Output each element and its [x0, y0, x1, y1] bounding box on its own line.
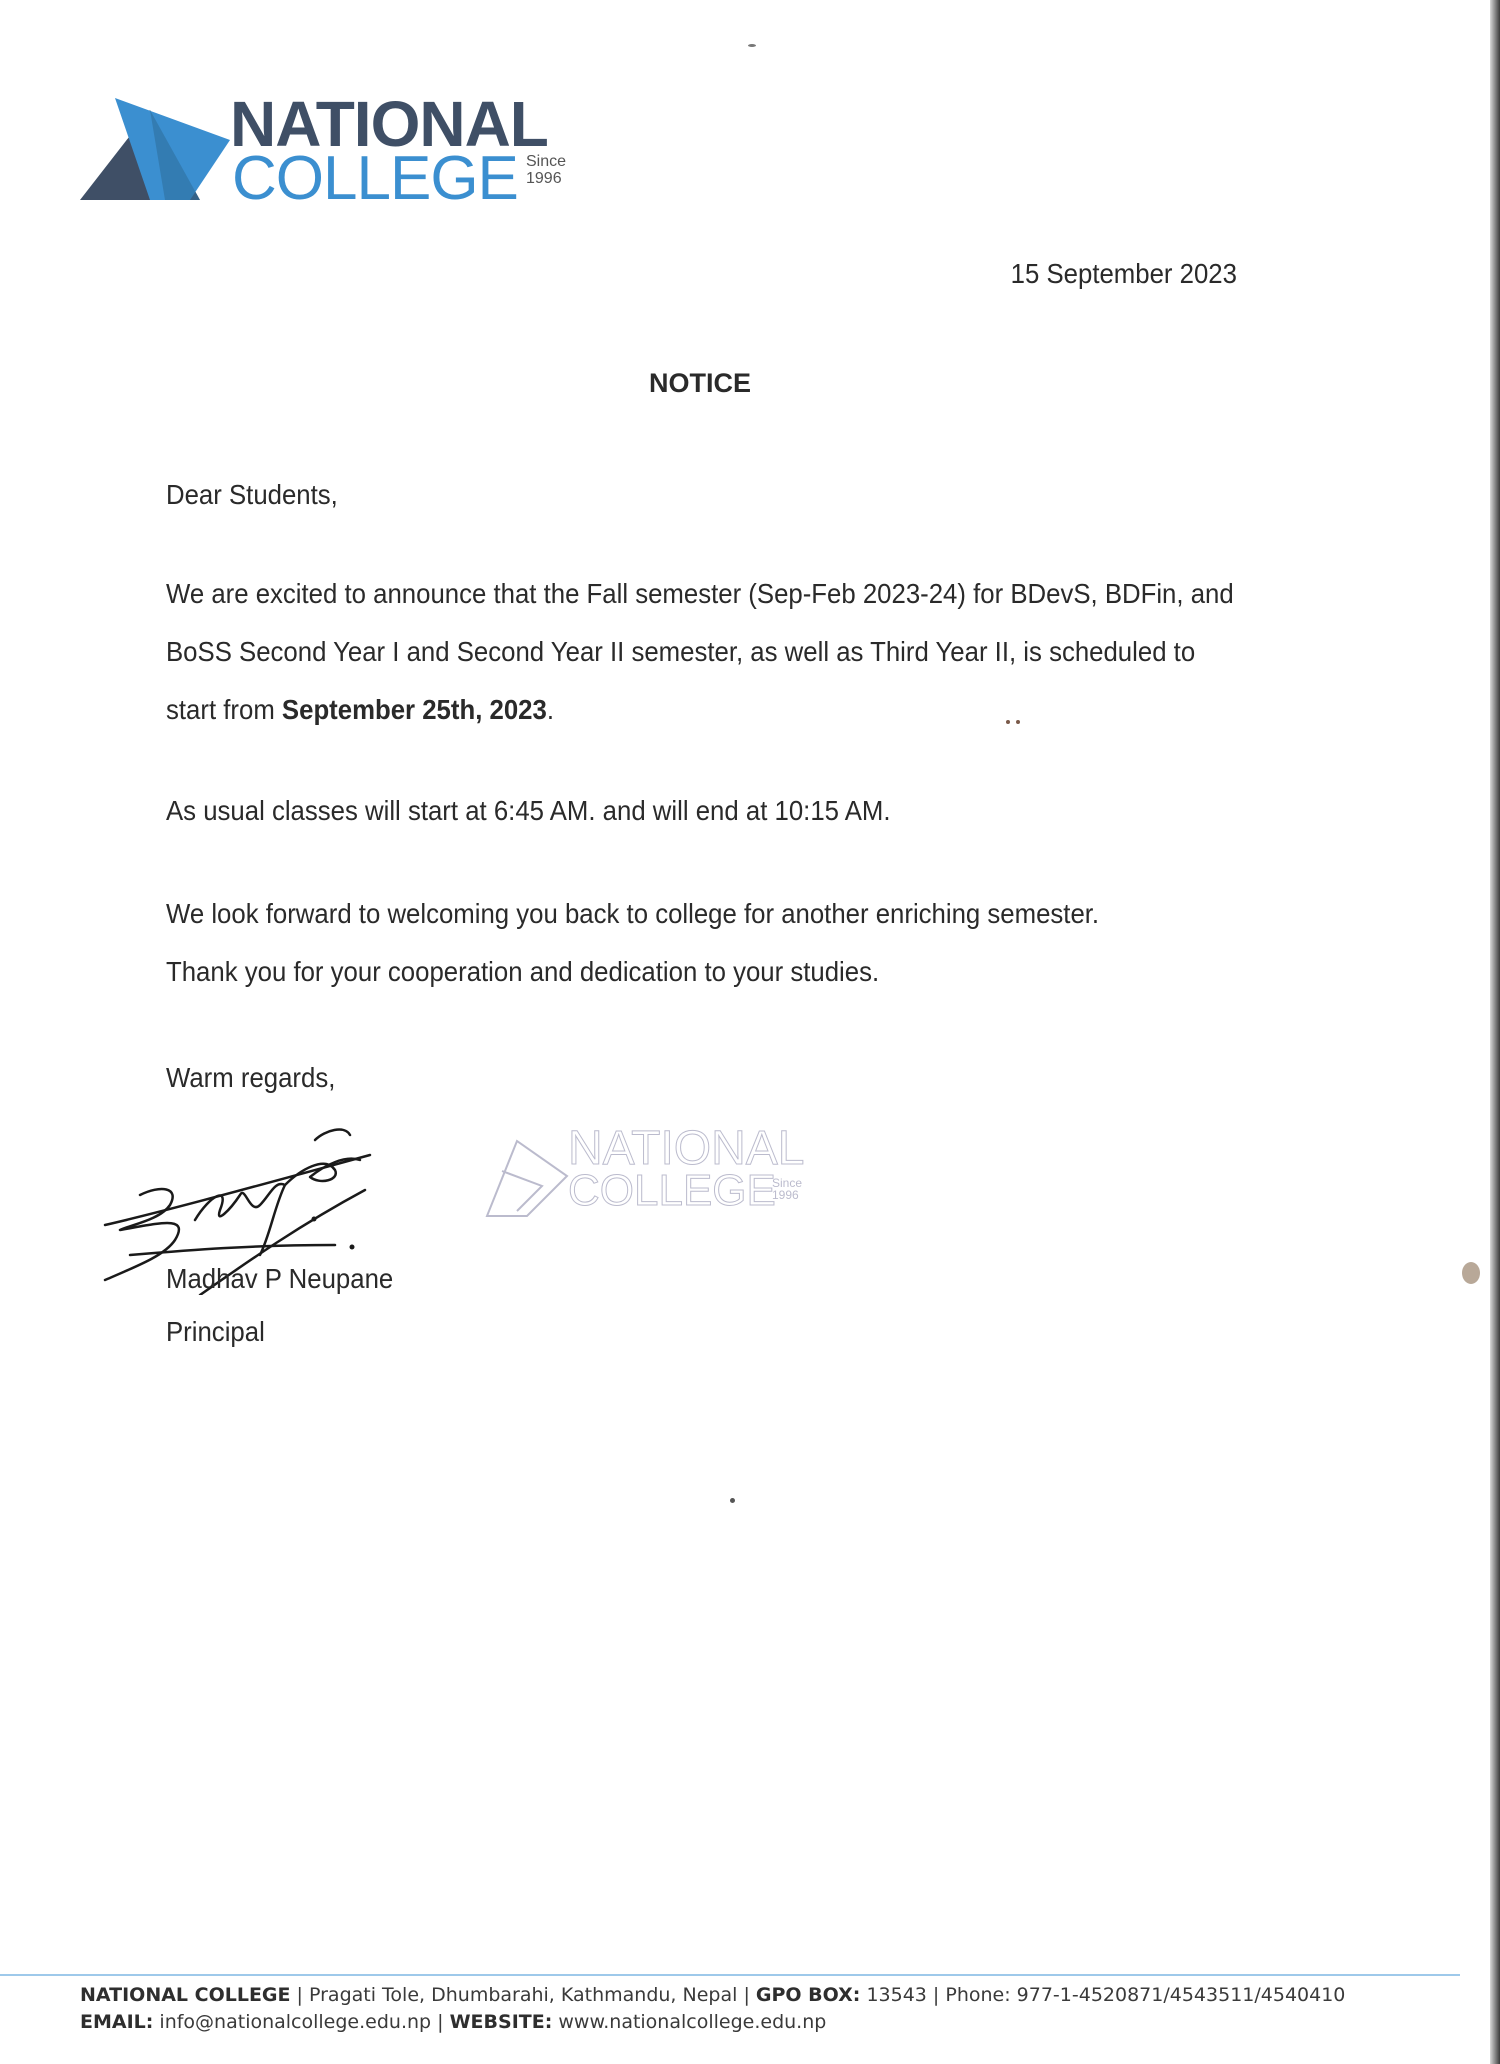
footer-rule [0, 1974, 1460, 1976]
paragraph-closing [166, 885, 1160, 1001]
footer-website[interactable]: www.nationalcollege.edu.np [558, 2011, 827, 2033]
footer-gpo-value: 13543 [866, 1984, 927, 2006]
paragraph-closing-line1: We look forward to welcoming you back to college for another enriching semester. [166, 898, 1100, 929]
logo-since [526, 154, 566, 188]
paragraph-announcement [166, 565, 1234, 739]
stamp-since [772, 1177, 802, 1201]
start-suffix: . [546, 694, 554, 725]
stamp-since-year: 1996 [772, 1188, 799, 1202]
paragraph-class-timing: As usual classes will start at 6:45 AM. and will end at 10:15 AM. [166, 795, 891, 826]
scan-speck [1462, 1262, 1480, 1284]
footer-phone: Phone: 977-1-4520871/4543511/4540410 [945, 1984, 1346, 2006]
start-date: September 25th, 2023 [281, 694, 547, 725]
notice-title: NOTICE [648, 368, 751, 398]
start-prefix: start from [166, 694, 282, 725]
stamp-line2: COLLEGE [568, 1166, 776, 1215]
scan-speck [1016, 720, 1020, 724]
college-stamp [482, 1122, 812, 1225]
paragraph-announcement-line1: We are excited to announce that the Fall semester (Sep-Feb 2023-24) for BDevS, BDFin, and [166, 578, 1234, 609]
footer-org-name: NATIONAL COLLEGE [80, 1984, 291, 2006]
logo-since-label: Since [526, 153, 567, 170]
logo-since-year: 1996 [526, 169, 562, 187]
footer-website-label: WEBSITE: [449, 2011, 553, 2033]
footer-line2: EMAIL: info@nationalcollege.edu.np | WEBSITE: www.nationalcollege.edu.np [80, 2011, 827, 2033]
scan-speck [730, 1498, 735, 1503]
footer-email[interactable]: info@nationalcollege.edu.np [159, 2011, 432, 2033]
footer-address: Pragati Tole, Dhumbarahi, Kathmandu, Nepal [309, 1984, 738, 2006]
stamp-line1: NATIONAL [568, 1122, 805, 1175]
footer-gpo-label: GPO BOX: [755, 1984, 861, 2006]
college-logo [80, 88, 600, 213]
signatory-name: Madhav P Neupane [166, 1263, 394, 1294]
closing-regards: Warm regards, [166, 1062, 336, 1093]
notice-date: 15 September 2023 [1010, 258, 1237, 289]
logo-name-line1: NATIONAL [230, 88, 548, 160]
signatory-title: Principal [166, 1316, 265, 1347]
stamp-since-label: Since [772, 1176, 803, 1190]
logo-name-line2: COLLEGE [232, 144, 518, 213]
paragraph-announcement-line2: BoSS Second Year I and Second Year II semester, as well as Third Year II, is scheduled to [166, 636, 1196, 667]
stamp-triangle-icon [482, 1131, 572, 1226]
footer [80, 1982, 1345, 2036]
salutation: Dear Students, [166, 479, 338, 510]
paragraph-announcement-line3 [166, 681, 1160, 739]
scan-edge [1490, 0, 1500, 2064]
scan-speck [748, 44, 756, 47]
footer-line1: NATIONAL COLLEGE | Pragati Tole, Dhumbarahi, Kathmandu, Nepal | GPO BOX: 13543 | Phone: 977-1-4520871/4543511/4540410 [80, 1984, 1346, 2006]
scan-speck [1006, 720, 1010, 724]
triangle-logo-icon [80, 90, 240, 205]
paragraph-closing-line2: Thank you for your cooperation and dedication to your studies. [166, 956, 880, 987]
footer-email-label: EMAIL: [80, 2011, 154, 2033]
